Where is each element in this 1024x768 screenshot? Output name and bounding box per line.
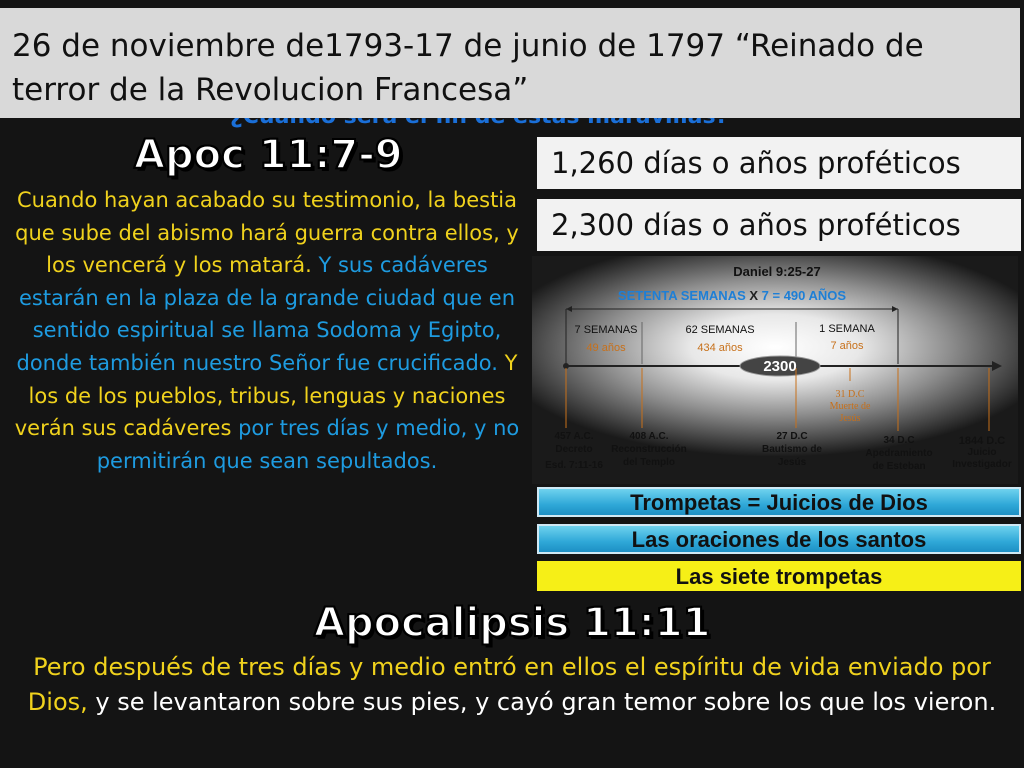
setenta-label-x: X: [749, 288, 759, 303]
event-27-dc: [754, 430, 830, 469]
event-34-line3: de Esteban: [872, 461, 926, 472]
seg-7-years: 49 años: [586, 342, 626, 354]
event-1844-dc: [946, 435, 1018, 471]
timeline-title: Daniel 9:25-27: [733, 264, 821, 279]
event-457-year: 457 A.C.: [554, 431, 594, 442]
event-31-dc: [812, 389, 888, 425]
event-408-ac: [604, 430, 694, 469]
top-banner: [0, 8, 1020, 118]
event-27-line3: Jesús: [777, 457, 807, 468]
event-408-line2: Reconstrucción: [611, 444, 687, 455]
bar-trompetas-juicios: Trompetas = Juicios de Dios: [537, 487, 1021, 517]
bar-oraciones-santos: Las oraciones de los santos: [537, 524, 1021, 554]
event-34-year: 34 D.C: [883, 435, 915, 446]
banner-text: 26 de noviembre de1793-17 de junio de 1797 “Reinado de terror de la Revolucion Francesa”: [12, 28, 924, 108]
event-457-line3: Esd. 7:11-16: [545, 460, 603, 471]
event-31-line2: Muerte de: [829, 401, 871, 412]
seg-1-years: 7 años: [830, 340, 864, 352]
bracket-arrow-right: [892, 306, 898, 312]
seg-1-semana: 1 SEMANA: [819, 323, 875, 335]
event-457-line2: Decreto: [555, 444, 593, 455]
event-34-dc: [854, 434, 944, 473]
event-1844-year: 1844 D.C: [958, 435, 1006, 447]
label-2300: 2300: [763, 358, 797, 375]
seg-7-semanas: 7 SEMANAS: [574, 324, 638, 336]
apocalipsis-11-11-heading: Apocalipsis 11:11: [314, 600, 711, 646]
event-27-line2: Bautismo de: [761, 444, 822, 455]
verse-seg-1: Cuando hayan acabado su testimonio, la bestia que sube del abismo hará guerra contra ellos, y los vencerá y los matará.: [15, 188, 519, 278]
bar-siete-trompetas: Las siete trompetas: [537, 561, 1021, 591]
apocalipsis-11-11-text: [10, 650, 1014, 720]
setenta-semanas-label: [572, 288, 892, 303]
daniel-timeline: [532, 256, 1018, 484]
event-408-year: 408 A.C.: [629, 431, 669, 442]
verse-seg-4: por tres días y medio, y no permitirán que sean sepultados.: [96, 416, 520, 473]
apoc11-seg-1: Pero después de tres días y medio entró en ellos el espíritu de vida enviado por Dios,: [27, 653, 991, 716]
apoc11-seg-2: y se levantaron sobre sus pies, y cayó gran temor sobre los que los vieron.: [87, 688, 997, 716]
bracket-arrow-left: [566, 306, 572, 312]
verse-seg-2: Y sus cadáveres estarán en la plaza de la grande ciudad que en sentido espiritual se llama Sodoma y Egipto, donde también nuestro Señor fue crucificado.: [16, 253, 516, 375]
apoc-11-7-9-text: [8, 184, 526, 477]
axis-arrowhead: [992, 361, 1002, 371]
event-457-ac: [538, 430, 610, 472]
event-31-year: 31 D.C: [835, 389, 865, 400]
event-27-year: 27 D.C: [776, 431, 808, 442]
verse-seg-3: Y los de los pueblos, tribus, lenguas y naciones verán sus cadáveres: [14, 350, 518, 441]
event-408-line3: del Templo: [622, 457, 676, 468]
apoc-11-7-9-heading: Apoc 11:7-9: [134, 132, 403, 178]
event-1844-line2: Juicio: [967, 447, 997, 458]
setenta-label-a: SETENTA SEMANAS: [617, 288, 750, 303]
event-31-line3: Jesús: [839, 413, 861, 424]
setenta-label-b: 7 = 490 AÑOS: [758, 288, 847, 303]
event-1844-line3: Investigador: [952, 459, 1012, 470]
seg-62-semanas: 62 SEMANAS: [685, 324, 755, 336]
seg-62-years: 434 años: [697, 342, 743, 354]
box-2300-days: 2,300 días o años proféticos: [537, 199, 1021, 251]
box-1260-days: 1,260 días o años proféticos: [537, 137, 1021, 189]
event-34-line2: Apedramiento: [865, 448, 933, 459]
